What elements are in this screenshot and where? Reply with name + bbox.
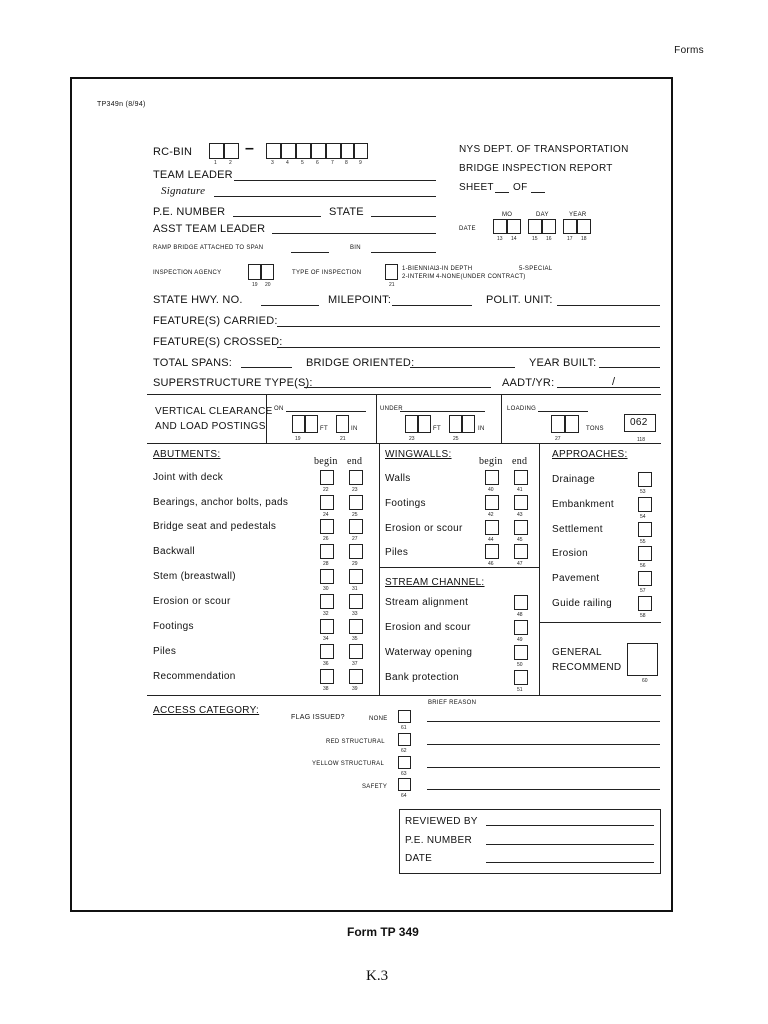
on-ft-label: FT <box>320 426 328 432</box>
divider <box>539 443 540 695</box>
date-day-label: DAY <box>536 212 549 218</box>
flag-none-label: NONE <box>369 716 388 722</box>
wing-item-label: Footings <box>385 498 426 509</box>
on-num-1: 19 <box>295 436 301 442</box>
abut-item-label: Erosion or scour <box>153 596 231 607</box>
wing-item-label: Piles <box>385 547 409 558</box>
page-header: Forms <box>674 45 704 56</box>
total-spans-field[interactable] <box>241 367 292 368</box>
stream-item-label: Erosion and scour <box>385 622 471 633</box>
approach-item-label: Embankment <box>552 499 614 510</box>
state-field[interactable] <box>371 216 436 217</box>
type-num: 21 <box>389 282 395 288</box>
wingwalls-title: WINGWALLS: <box>385 449 452 460</box>
form-caption: Form TP 349 <box>347 925 419 939</box>
year-built-label: YEAR BUILT: <box>529 357 597 369</box>
ramp-bridge-label: RAMP BRIDGE ATTACHED TO SPAN <box>153 245 264 251</box>
brief-reason-field[interactable] <box>427 789 660 790</box>
under-ft-label: FT <box>433 426 441 432</box>
abut-begin-header: begin <box>314 456 338 467</box>
abut-item-label: Recommendation <box>153 671 236 682</box>
divider <box>266 394 267 443</box>
general-recommend-label-2: RECOMMEND <box>552 662 622 673</box>
team-leader-field[interactable] <box>234 180 436 181</box>
reviewed-by-field[interactable] <box>486 825 654 826</box>
ramp-bin-field[interactable] <box>371 252 436 253</box>
polit-unit-field[interactable] <box>557 305 660 306</box>
approach-item-label: Erosion <box>552 548 589 559</box>
approach-item-label: Guide railing <box>552 598 613 609</box>
abut-item-label: Stem (breastwall) <box>153 571 236 582</box>
safety-label: SAFETY <box>362 784 388 790</box>
milepoint-label: MILEPOINT: <box>328 294 392 306</box>
agency-num-2: 20 <box>265 282 271 288</box>
sheet-label: SHEET <box>459 182 494 193</box>
bridge-oriented-label: BRIDGE ORIENTED: <box>306 357 415 369</box>
on-field[interactable] <box>286 411 366 412</box>
under-in-label: IN <box>478 426 485 432</box>
sheet-field[interactable] <box>495 192 509 193</box>
under-num-2: 25 <box>453 436 459 442</box>
superstructure-field[interactable] <box>304 387 491 388</box>
features-carried-field[interactable] <box>277 326 660 327</box>
under-field[interactable] <box>400 411 485 412</box>
of-label: OF <box>513 182 528 193</box>
reviewed-by-label: REVIEWED BY <box>405 816 478 827</box>
on-in-label: IN <box>351 426 358 432</box>
flag-issued-label: FLAG ISSUED? <box>291 714 345 721</box>
stream-item-label: Stream alignment <box>385 597 469 608</box>
rc-bin-label: RC-BIN <box>153 146 193 158</box>
bridge-oriented-field[interactable] <box>410 367 515 368</box>
ramp-span-field[interactable] <box>291 252 329 253</box>
abut-item-label: Footings <box>153 621 194 632</box>
of-field[interactable] <box>531 192 545 193</box>
milepoint-field[interactable] <box>392 305 472 306</box>
abut-item-label: Joint with deck <box>153 472 224 483</box>
divider <box>147 695 661 696</box>
features-crossed-field[interactable] <box>277 347 660 348</box>
agency-num-1: 19 <box>252 282 258 288</box>
under-label: UNDER <box>380 406 403 412</box>
abut-end-header: end <box>347 456 363 467</box>
divider <box>147 394 661 395</box>
brief-reason-label: BRIEF REASON <box>428 700 477 706</box>
page-number: K.3 <box>366 968 389 984</box>
divider <box>379 567 539 568</box>
aadt-field[interactable] <box>557 387 660 388</box>
access-category-title: ACCESS CATEGORY: <box>153 705 260 716</box>
review-pe-number-field[interactable] <box>486 844 654 845</box>
red-structural-label: RED STRUCTURAL <box>326 739 385 745</box>
general-recommend-label-1: GENERAL <box>552 647 602 658</box>
brief-reason-field[interactable] <box>427 767 660 768</box>
pe-number-label: P.E. NUMBER <box>153 206 226 218</box>
stream-item-label: Bank protection <box>385 672 459 683</box>
brief-reason-field[interactable] <box>427 721 660 722</box>
stream-channel-title: STREAM CHANNEL: <box>385 577 485 588</box>
code-num: 118 <box>637 437 645 443</box>
form-title-line2: BRIDGE INSPECTION REPORT <box>459 163 613 174</box>
divider <box>539 622 661 623</box>
review-date-field[interactable] <box>486 862 654 863</box>
review-pe-number-label: P.E. NUMBER <box>405 835 473 846</box>
asst-team-leader-field[interactable] <box>272 233 436 234</box>
brief-reason-field[interactable] <box>427 744 660 745</box>
loading-label: LOADING <box>507 406 537 412</box>
loading-field[interactable] <box>538 411 588 412</box>
date-year-label: YEAR <box>569 212 587 218</box>
date-label: DATE <box>459 226 476 232</box>
team-leader-label: TEAM LEADER <box>153 169 233 181</box>
tons-label: TONS <box>586 426 604 432</box>
divider <box>147 443 661 444</box>
abutments-title: ABUTMENTS: <box>153 449 221 460</box>
type-of-inspection-label: TYPE OF INSPECTION <box>292 270 362 276</box>
loading-num: 27 <box>555 436 561 442</box>
abut-item-label: Piles <box>153 646 177 657</box>
form-title-line1: NYS DEPT. OF TRANSPORTATION <box>459 144 629 155</box>
pe-number-field[interactable] <box>233 216 321 217</box>
divider <box>376 394 377 443</box>
abut-item-label: Bearings, anchor bolts, pads <box>153 497 289 508</box>
wing-item-label: Erosion or scour <box>385 523 463 534</box>
bin-label: BIN <box>350 245 361 251</box>
vertical-clearance-label-1: VERTICAL CLEARANCE <box>155 406 273 417</box>
review-date-label: DATE <box>405 853 433 864</box>
code-062-label: 062 <box>630 417 648 428</box>
state-hwy-label: STATE HWY. NO. <box>153 294 243 306</box>
divider <box>501 394 502 443</box>
total-spans-label: TOTAL SPANS: <box>153 357 233 369</box>
on-label: ON <box>274 406 284 412</box>
signature-label: Signature <box>161 185 206 197</box>
signature-field[interactable] <box>214 196 436 197</box>
wing-begin-header: begin <box>479 456 503 467</box>
abut-item-label: Backwall <box>153 546 195 557</box>
rc-bin-dash: – <box>245 140 254 157</box>
form-code: TP349n (8/94) <box>97 101 146 108</box>
under-num-1: 23 <box>409 436 415 442</box>
approach-item-label: Drainage <box>552 474 595 485</box>
superstructure-label: SUPERSTRUCTURE TYPE(S): <box>153 377 313 389</box>
aadt-slash: / <box>612 376 616 388</box>
vertical-clearance-label-2: AND LOAD POSTINGS <box>155 421 266 432</box>
approaches-title: APPROACHES: <box>552 449 628 460</box>
divider <box>379 443 380 695</box>
approach-item-label: Settlement <box>552 524 603 535</box>
yellow-structural-label: YELLOW STRUCTURAL <box>312 761 385 767</box>
state-hwy-field[interactable] <box>261 305 319 306</box>
wing-end-header: end <box>512 456 528 467</box>
approach-item-label: Pavement <box>552 573 600 584</box>
aadt-label: AADT/YR: <box>502 377 555 389</box>
general-num: 60 <box>642 678 648 684</box>
stream-item-label: Waterway opening <box>385 647 473 658</box>
abut-item-label: Bridge seat and pedestals <box>153 521 277 532</box>
features-crossed-label: FEATURE(S) CROSSED: <box>153 336 283 348</box>
date-mo-label: MO <box>502 212 513 218</box>
on-num-2: 21 <box>340 436 346 442</box>
type-of-inspection-box[interactable] <box>385 264 398 280</box>
general-recommend-box[interactable] <box>627 643 658 676</box>
inspection-agency-label: INSPECTION AGENCY <box>153 270 222 276</box>
asst-team-leader-label: ASST TEAM LEADER <box>153 223 266 235</box>
features-carried-label: FEATURE(S) CARRIED: <box>153 315 278 327</box>
polit-unit-label: POLIT. UNIT: <box>486 294 553 306</box>
wing-item-label: Walls <box>385 473 411 484</box>
state-label: STATE <box>329 206 364 218</box>
year-built-field[interactable] <box>599 367 660 368</box>
